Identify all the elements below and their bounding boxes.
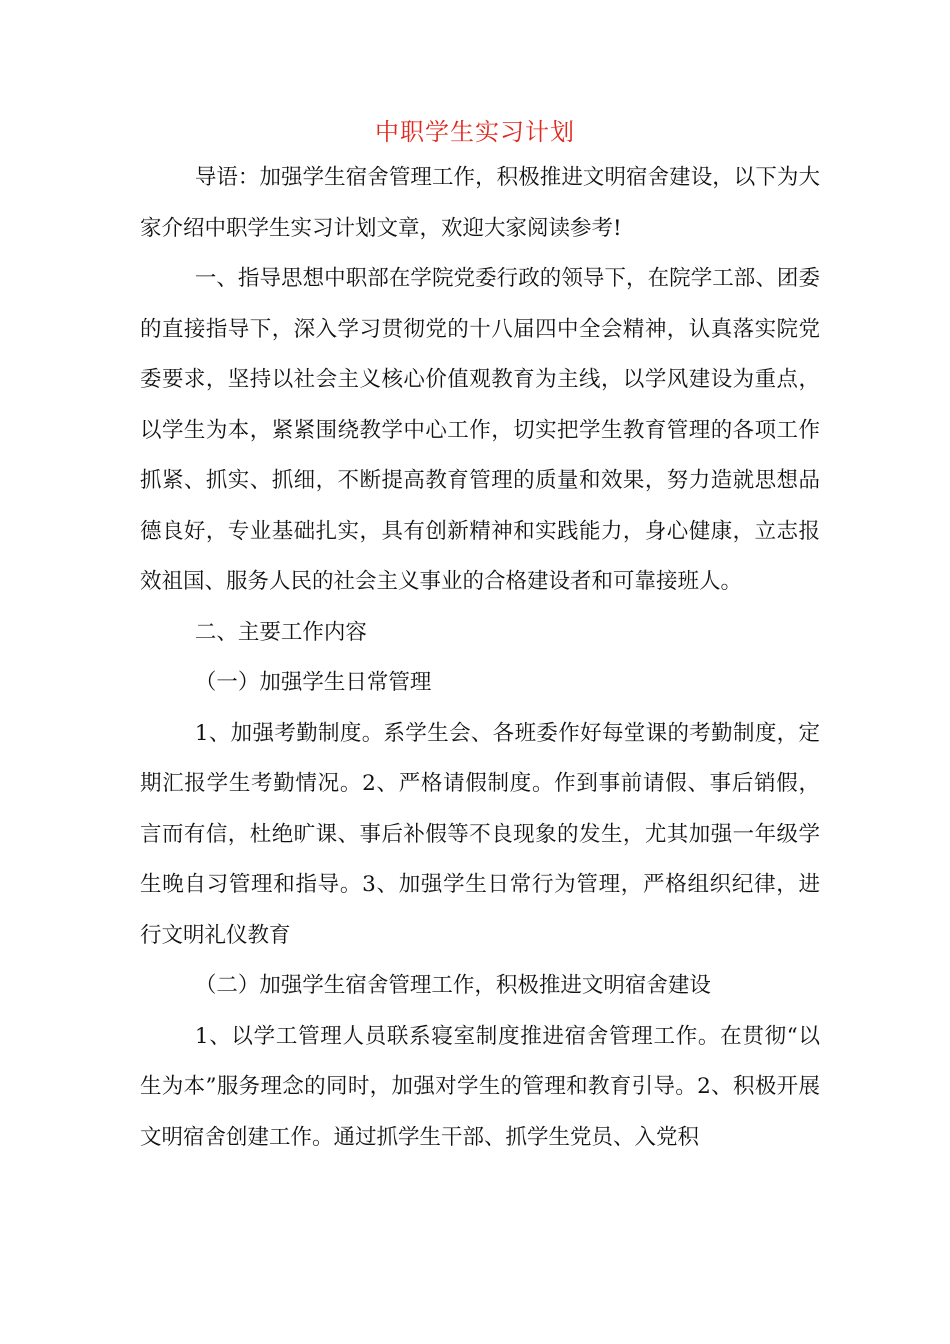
heading-main-content: 二、主要工作内容 xyxy=(194,619,367,645)
document-body xyxy=(140,153,820,1163)
paragraph-guiding-ideology: 一、指导思想中职部在学院党委行政的领导下，在院学工部、团委的直接指导下，深入学习贯彻党的十八届四中全会精神，认真落实院党委要求，坚持以社会主义核心价值观教育为主线，以学风建设为重点，以学生为本，紧紧围绕教学中心工作，切实把学生教育管理的各项工作抓紧、抓实、抓细，不断提高教育管理的质量和效果，努力造就思想品德良好，专业基础扎实，具有创新精神和实践能力，身心健康，立志报效祖国、服务人民的社会主义事业的合格建设者和可靠接班人。 xyxy=(140,266,820,594)
document-title: 中职学生实习计划 xyxy=(375,118,575,146)
paragraph-intro: 导语：加强学生宿舍管理工作，积极推进文明宿舍建设，以下为大家介绍中职学生实习计划文章，欢迎大家阅读参考! xyxy=(140,165,820,241)
paragraph-dormitory-management: 1、以学工管理人员联系寝室制度推进宿舍管理工作。在贯彻“以生为本”服务理念的同时，加强对学生的管理和教育引导。2、积极开展文明宿舍创建工作。通过抓学生干部、抓学生党员、入党积 xyxy=(140,1023,820,1150)
paragraph-daily-management: 1、加强考勤制度。系学生会、各班委作好每堂课的考勤制度，定期汇报学生考勤情况。2、严格请假制度。作到事前请假、事后销假，言而有信，杜绝旷课、事后补假等不良现象的发生，尤其加强一年级学生晚自习管理和指导。3、加强学生日常行为管理，严格组织纪律，进行文明礼仪教育 xyxy=(140,720,820,948)
heading-dormitory-management: （二）加强学生宿舍管理工作，积极推进文明宿舍建设 xyxy=(194,973,711,998)
heading-daily-management: （一）加强学生日常管理 xyxy=(194,670,432,695)
